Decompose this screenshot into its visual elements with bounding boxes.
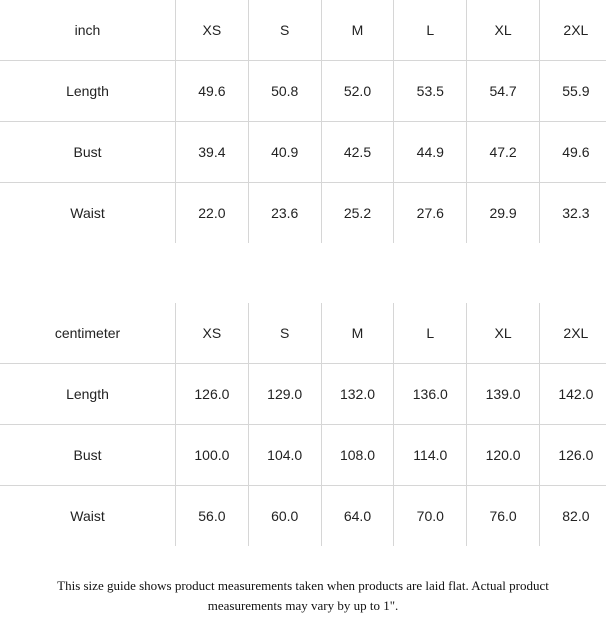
column-header-xs: XS [176,303,249,364]
size-table-inch [0,0,606,243]
cell-length-s: 50.8 [248,61,321,122]
column-header-xs: XS [176,0,249,61]
cell-length-l: 136.0 [394,364,467,425]
row-label-waist: Waist [0,486,176,547]
cell-waist-s: 60.0 [248,486,321,547]
size-guide-footnote: This size guide shows product measurements taken when products are laid flat. Actual product measurements may vary by up to 1". [57,578,549,614]
cell-length-m: 52.0 [321,61,394,122]
table-row [0,486,606,547]
column-header-2xl: 2XL [539,0,606,61]
unit-label-inch: inch [0,0,176,61]
unit-label-centimeter: centimeter [0,303,176,364]
cell-waist-xl: 76.0 [467,486,540,547]
cell-length-xs: 49.6 [176,61,249,122]
cell-bust-l: 44.9 [394,122,467,183]
cell-waist-l: 27.6 [394,183,467,244]
row-label-waist: Waist [0,183,176,244]
cell-bust-m: 42.5 [321,122,394,183]
row-label-length: Length [0,61,176,122]
column-header-m: M [321,303,394,364]
column-header-s: S [248,0,321,61]
cell-length-xl: 54.7 [467,61,540,122]
cell-length-2xl: 55.9 [539,61,606,122]
table-row [0,425,606,486]
table-header-row [0,0,606,61]
table-row [0,61,606,122]
cell-bust-2xl: 49.6 [539,122,606,183]
cell-length-xs: 126.0 [176,364,249,425]
column-header-m: M [321,0,394,61]
cell-waist-m: 64.0 [321,486,394,547]
cell-waist-m: 25.2 [321,183,394,244]
column-header-xl: XL [467,303,540,364]
row-label-length: Length [0,364,176,425]
column-header-l: L [394,303,467,364]
column-header-l: L [394,0,467,61]
cell-bust-2xl: 126.0 [539,425,606,486]
cell-waist-s: 23.6 [248,183,321,244]
cell-bust-s: 40.9 [248,122,321,183]
cell-waist-xl: 29.9 [467,183,540,244]
row-label-bust: Bust [0,425,176,486]
cell-waist-xs: 22.0 [176,183,249,244]
table-header-row [0,303,606,364]
cell-waist-xs: 56.0 [176,486,249,547]
cell-waist-l: 70.0 [394,486,467,547]
table-row [0,122,606,183]
cell-bust-s: 104.0 [248,425,321,486]
table-row [0,183,606,244]
cell-length-2xl: 142.0 [539,364,606,425]
column-header-2xl: 2XL [539,303,606,364]
column-header-xl: XL [467,0,540,61]
size-table-centimeter [0,303,606,546]
column-header-s: S [248,303,321,364]
cell-bust-xl: 47.2 [467,122,540,183]
cell-waist-2xl: 32.3 [539,183,606,244]
row-label-bust: Bust [0,122,176,183]
cell-bust-l: 114.0 [394,425,467,486]
cell-bust-xs: 100.0 [176,425,249,486]
table-spacer [0,243,606,303]
cell-bust-xs: 39.4 [176,122,249,183]
cell-length-l: 53.5 [394,61,467,122]
cell-length-xl: 139.0 [467,364,540,425]
table-row [0,364,606,425]
cell-bust-m: 108.0 [321,425,394,486]
cell-waist-2xl: 82.0 [539,486,606,547]
cell-length-s: 129.0 [248,364,321,425]
cell-bust-xl: 120.0 [467,425,540,486]
cell-length-m: 132.0 [321,364,394,425]
